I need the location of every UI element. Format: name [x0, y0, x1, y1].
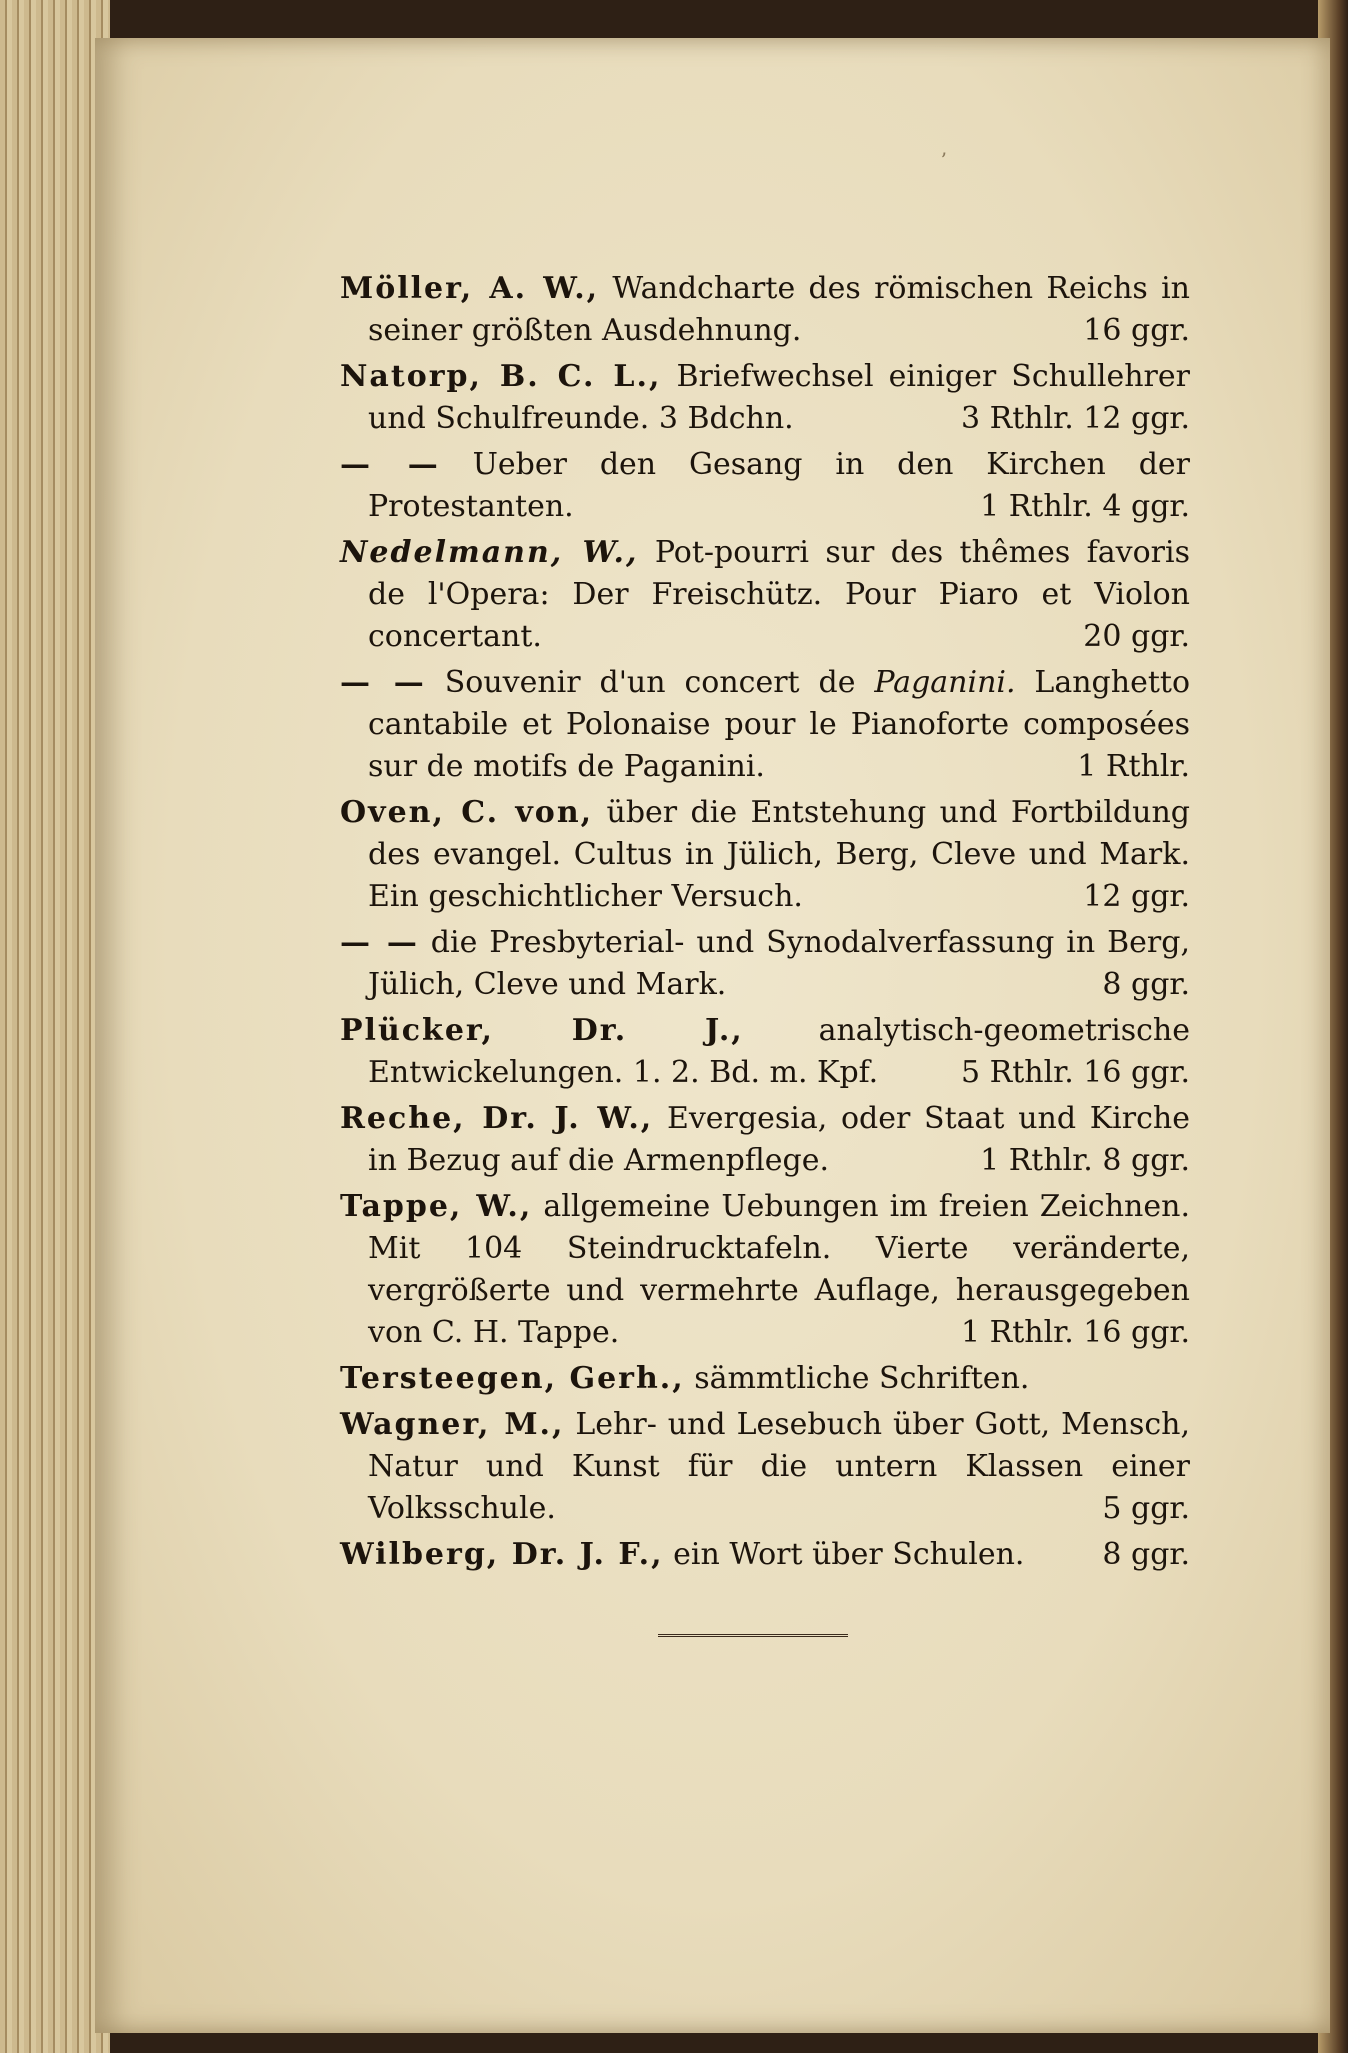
entry-title: Souvenir d'un concert de — [425, 665, 875, 700]
entry-author: Nedelmann, W., — [340, 535, 639, 570]
catalogue-list — [340, 268, 1190, 1580]
entry-author: Tersteegen, Gerh., — [340, 1361, 685, 1396]
page-mark: ʼ — [940, 148, 947, 172]
entry-title: Ueber den Gesang in den Kirchen der Protestanten. — [368, 447, 1190, 524]
entry-tersteegen — [340, 1358, 1190, 1400]
entry-price: 3 Rthlr. 12 ggr. — [961, 401, 1190, 436]
entry-nedelmann — [340, 532, 1190, 658]
entry-reche — [340, 1098, 1190, 1182]
entry-wilberg — [340, 1534, 1190, 1576]
entry-title: Briefwechsel einiger Schullehrer und Schulfreunde. 3 Bdchn. — [368, 359, 1190, 436]
entry-author: Plücker, Dr. J., — [340, 1013, 744, 1048]
entry-price: 8 ggr. — [1102, 967, 1190, 1002]
entry-author: Wagner, M., — [340, 1407, 565, 1442]
entry-author: — — — [340, 665, 426, 700]
entry-price: 8 ggr. — [1102, 1537, 1190, 1572]
entry-natorp — [340, 356, 1190, 440]
entry-author: Oven, C. von, — [340, 795, 594, 830]
page-edges — [0, 0, 110, 2053]
entry-author: Wilberg, Dr. J. F., — [340, 1537, 664, 1572]
entry-title-rest: Langhetto cantabile et Polonaise pour le Pianoforte composées sur de motifs de Paganini. — [368, 665, 1191, 784]
entry-author: — — — [340, 925, 419, 960]
entry-oven — [340, 792, 1190, 918]
entry-moeller — [340, 268, 1190, 352]
entry-author: Möller, A. W., — [340, 271, 600, 306]
entry-title-italic: Paganini. — [874, 665, 1016, 700]
entry-title: analytisch-geometrische Entwickelungen. 1. 2. Bd. m. Kpf. — [368, 1013, 1190, 1090]
entry-author: — — — [340, 447, 440, 482]
entry-title: Pot-pourri sur des thêmes favoris de l'Opera: Der Freischütz. Pour Piaro et Violon concertant. — [368, 535, 1190, 654]
entry-price: 1 Rthlr. — [1077, 749, 1190, 784]
entry-price: 1 Rthlr. 8 ggr. — [980, 1143, 1190, 1178]
entry-author: Natorp, B. C. L., — [340, 359, 662, 394]
entry-price: 5 ggr. — [1102, 1491, 1190, 1526]
entry-pluecker — [340, 1010, 1190, 1094]
closing-rule — [658, 1634, 848, 1641]
entry-price: 5 Rthlr. 16 ggr. — [961, 1055, 1190, 1090]
entry-price: 12 ggr. — [1083, 879, 1190, 914]
entry-tappe — [340, 1186, 1190, 1354]
entry-author: Reche, Dr. J. W., — [340, 1101, 654, 1136]
entry-price: 1 Rthlr. 4 ggr. — [980, 489, 1190, 524]
entry-price: 16 ggr. — [1083, 313, 1190, 348]
entry-title: Evergesia, oder Staat und Kirche in Bezug auf die Armenpflege. — [368, 1101, 1190, 1178]
entry-title: Wandcharte des römischen Reichs in seiner größten Ausdehnung. — [368, 271, 1190, 348]
entry-price: 1 Rthlr. 16 ggr. — [961, 1315, 1190, 1350]
entry-natorp-gesang — [340, 444, 1190, 528]
entry-oven-presbyterial — [340, 922, 1190, 1006]
entry-title: Lehr- und Lesebuch über Gott, Mensch, Natur und Kunst für die untern Klassen einer Volksschule. — [368, 1407, 1190, 1526]
entry-title: sämmtliche Schriften. — [684, 1361, 1030, 1396]
entry-price: 20 ggr. — [1083, 619, 1190, 654]
entry-title: die Presbyterial- und Synodalverfassung in Berg, Jülich, Cleve und Mark. — [368, 925, 1191, 1002]
entry-wagner — [340, 1404, 1190, 1530]
entry-title: allgemeine Uebungen im freien Zeichnen. Mit 104 Steindrucktafeln. Vierte veränderte, vergrößerte und vermehrte Auflage, herausgegeben von C. H. Tappe. — [368, 1189, 1190, 1350]
entry-title: ein Wort über Schulen. — [663, 1537, 1025, 1572]
entry-title: über die Entstehung und Fortbildung des evangel. Cultus in Jülich, Berg, Cleve und Mark. Ein geschichtlicher Versuch. — [368, 795, 1190, 914]
entry-author: Tappe, W., — [340, 1189, 533, 1224]
entry-nedelmann-souvenir — [340, 662, 1190, 788]
